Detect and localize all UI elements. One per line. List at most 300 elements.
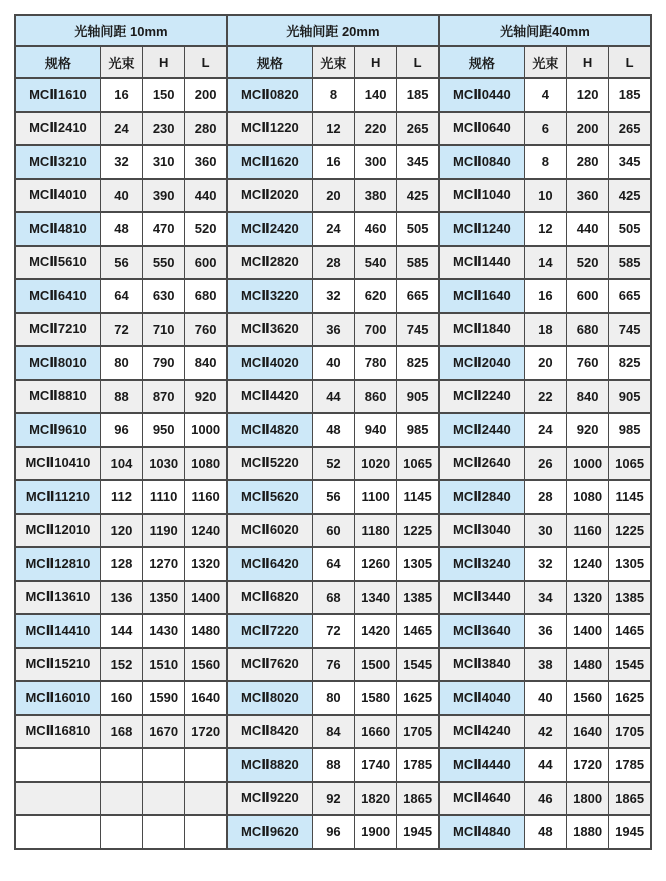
table-row — [15, 681, 651, 715]
table-row — [15, 480, 651, 514]
value-cell: 920 — [567, 413, 609, 447]
value-cell: 1145 — [397, 480, 439, 514]
spec-cell: MCⅡ9610 — [15, 413, 100, 447]
value-cell: 12 — [312, 112, 354, 146]
value-cell: 1385 — [397, 581, 439, 615]
value-cell: 585 — [609, 246, 651, 280]
group-title-10mm: 光轴间距 10mm — [15, 15, 227, 46]
column-header: H — [143, 46, 185, 78]
value-cell: 1500 — [355, 648, 397, 682]
value-cell: 28 — [312, 246, 354, 280]
value-cell: 88 — [312, 748, 354, 782]
table-body — [15, 78, 651, 849]
column-header: H — [355, 46, 397, 78]
table-row — [15, 547, 651, 581]
value-cell: 905 — [609, 380, 651, 414]
value-cell — [143, 748, 185, 782]
spec-cell: MCⅡ4020 — [227, 346, 312, 380]
value-cell: 870 — [143, 380, 185, 414]
value-cell: 46 — [524, 782, 566, 816]
value-cell: 1705 — [397, 715, 439, 749]
value-cell: 76 — [312, 648, 354, 682]
value-cell: 1340 — [355, 581, 397, 615]
value-cell: 120 — [100, 514, 142, 548]
column-header: L — [185, 46, 227, 78]
table-row — [15, 447, 651, 481]
value-cell: 1480 — [185, 614, 227, 648]
value-cell: 280 — [185, 112, 227, 146]
value-cell: 1670 — [143, 715, 185, 749]
spec-cell: MCⅡ5620 — [227, 480, 312, 514]
value-cell: 840 — [185, 346, 227, 380]
spec-cell: MCⅡ9220 — [227, 782, 312, 816]
value-cell: 56 — [100, 246, 142, 280]
spec-column-header: 规格 — [439, 46, 524, 78]
value-cell: 72 — [100, 313, 142, 347]
value-cell: 920 — [185, 380, 227, 414]
spec-cell: MCⅡ8010 — [15, 346, 100, 380]
value-cell: 36 — [312, 313, 354, 347]
table-row — [15, 413, 651, 447]
spec-cell — [15, 748, 100, 782]
table-row — [15, 279, 651, 313]
value-cell: 600 — [185, 246, 227, 280]
value-cell: 30 — [524, 514, 566, 548]
spec-cell: MCⅡ0840 — [439, 145, 524, 179]
value-cell: 200 — [185, 78, 227, 112]
value-cell: 1110 — [143, 480, 185, 514]
value-cell: 1660 — [355, 715, 397, 749]
value-cell: 440 — [567, 212, 609, 246]
spec-cell: MCⅡ10410 — [15, 447, 100, 481]
table-row — [15, 748, 651, 782]
spec-cell: MCⅡ4240 — [439, 715, 524, 749]
table-row — [15, 648, 651, 682]
spec-cell: MCⅡ8810 — [15, 380, 100, 414]
value-cell: 72 — [312, 614, 354, 648]
value-cell: 24 — [100, 112, 142, 146]
value-cell: 48 — [312, 413, 354, 447]
spec-cell: MCⅡ3840 — [439, 648, 524, 682]
value-cell: 520 — [185, 212, 227, 246]
value-cell: 1740 — [355, 748, 397, 782]
value-cell: 48 — [524, 815, 566, 849]
value-cell: 1100 — [355, 480, 397, 514]
value-cell: 1320 — [567, 581, 609, 615]
spec-cell: MCⅡ4840 — [439, 815, 524, 849]
value-cell: 88 — [100, 380, 142, 414]
value-cell: 825 — [609, 346, 651, 380]
spec-cell: MCⅡ16010 — [15, 681, 100, 715]
value-cell: 1400 — [567, 614, 609, 648]
value-cell: 152 — [100, 648, 142, 682]
spec-cell: MCⅡ12810 — [15, 547, 100, 581]
value-cell: 64 — [100, 279, 142, 313]
value-cell: 985 — [609, 413, 651, 447]
value-cell: 280 — [567, 145, 609, 179]
value-cell: 630 — [143, 279, 185, 313]
spec-cell — [15, 815, 100, 849]
value-cell: 1625 — [397, 681, 439, 715]
column-header: 光束 — [524, 46, 566, 78]
value-cell: 4 — [524, 78, 566, 112]
value-cell: 1720 — [185, 715, 227, 749]
value-cell: 345 — [609, 145, 651, 179]
spec-cell: MCⅡ2410 — [15, 112, 100, 146]
value-cell: 1720 — [567, 748, 609, 782]
spec-cell: MCⅡ1840 — [439, 313, 524, 347]
value-cell: 16 — [100, 78, 142, 112]
value-cell: 1945 — [397, 815, 439, 849]
value-cell: 1320 — [185, 547, 227, 581]
value-cell: 1640 — [567, 715, 609, 749]
spec-cell: MCⅡ2020 — [227, 179, 312, 213]
spec-cell: MCⅡ3040 — [439, 514, 524, 548]
value-cell — [185, 815, 227, 849]
value-cell: 680 — [567, 313, 609, 347]
value-cell: 1225 — [609, 514, 651, 548]
value-cell: 22 — [524, 380, 566, 414]
value-cell: 1480 — [567, 648, 609, 682]
table-row — [15, 715, 651, 749]
spec-cell: MCⅡ4820 — [227, 413, 312, 447]
value-cell: 300 — [355, 145, 397, 179]
value-cell: 700 — [355, 313, 397, 347]
value-cell: 1590 — [143, 681, 185, 715]
value-cell: 1190 — [143, 514, 185, 548]
table-row — [15, 179, 651, 213]
value-cell: 1305 — [609, 547, 651, 581]
value-cell: 1640 — [185, 681, 227, 715]
value-cell: 136 — [100, 581, 142, 615]
spec-cell: MCⅡ7210 — [15, 313, 100, 347]
value-cell: 1385 — [609, 581, 651, 615]
value-cell: 1625 — [609, 681, 651, 715]
value-cell: 18 — [524, 313, 566, 347]
value-cell: 20 — [312, 179, 354, 213]
spec-cell: MCⅡ1640 — [439, 279, 524, 313]
spec-cell: MCⅡ2040 — [439, 346, 524, 380]
value-cell: 14 — [524, 246, 566, 280]
value-cell: 1160 — [567, 514, 609, 548]
group-header-row — [15, 15, 651, 46]
value-cell: 96 — [312, 815, 354, 849]
value-cell: 168 — [100, 715, 142, 749]
value-cell — [100, 815, 142, 849]
column-header: 光束 — [100, 46, 142, 78]
value-cell: 8 — [524, 145, 566, 179]
spec-cell: MCⅡ16810 — [15, 715, 100, 749]
value-cell: 985 — [397, 413, 439, 447]
value-cell: 84 — [312, 715, 354, 749]
value-cell: 1260 — [355, 547, 397, 581]
value-cell: 80 — [312, 681, 354, 715]
value-cell: 950 — [143, 413, 185, 447]
table-row — [15, 313, 651, 347]
spec-cell: MCⅡ6020 — [227, 514, 312, 548]
value-cell: 1160 — [185, 480, 227, 514]
value-cell: 1465 — [609, 614, 651, 648]
column-header: L — [609, 46, 651, 78]
value-cell: 760 — [567, 346, 609, 380]
table-row — [15, 112, 651, 146]
spec-cell: MCⅡ1220 — [227, 112, 312, 146]
spec-cell: MCⅡ0640 — [439, 112, 524, 146]
value-cell: 1865 — [397, 782, 439, 816]
spec-cell: MCⅡ12010 — [15, 514, 100, 548]
optical-axis-spacing-spec-table — [14, 14, 652, 850]
value-cell: 1000 — [185, 413, 227, 447]
value-cell: 20 — [524, 346, 566, 380]
spec-cell: MCⅡ6420 — [227, 547, 312, 581]
value-cell: 360 — [567, 179, 609, 213]
value-cell: 265 — [397, 112, 439, 146]
value-cell: 200 — [567, 112, 609, 146]
spec-cell — [15, 782, 100, 816]
spec-cell: MCⅡ3210 — [15, 145, 100, 179]
value-cell: 425 — [397, 179, 439, 213]
value-cell: 68 — [312, 581, 354, 615]
value-cell: 1545 — [397, 648, 439, 682]
value-cell: 825 — [397, 346, 439, 380]
spec-column-header: 规格 — [227, 46, 312, 78]
spec-cell: MCⅡ1040 — [439, 179, 524, 213]
value-cell: 1820 — [355, 782, 397, 816]
spec-cell: MCⅡ9620 — [227, 815, 312, 849]
value-cell: 38 — [524, 648, 566, 682]
value-cell: 42 — [524, 715, 566, 749]
table-row — [15, 815, 651, 849]
spec-cell: MCⅡ6410 — [15, 279, 100, 313]
value-cell: 60 — [312, 514, 354, 548]
spec-cell: MCⅡ2840 — [439, 480, 524, 514]
value-cell: 16 — [524, 279, 566, 313]
value-cell: 940 — [355, 413, 397, 447]
value-cell: 1180 — [355, 514, 397, 548]
spec-cell: MCⅡ1440 — [439, 246, 524, 280]
value-cell — [185, 782, 227, 816]
spec-cell: MCⅡ7620 — [227, 648, 312, 682]
value-cell: 96 — [100, 413, 142, 447]
spec-cell: MCⅡ4010 — [15, 179, 100, 213]
value-cell: 1560 — [567, 681, 609, 715]
value-cell: 760 — [185, 313, 227, 347]
value-cell: 1065 — [609, 447, 651, 481]
value-cell: 1080 — [185, 447, 227, 481]
value-cell: 1420 — [355, 614, 397, 648]
column-header: L — [397, 46, 439, 78]
spec-cell: MCⅡ8420 — [227, 715, 312, 749]
value-cell: 745 — [397, 313, 439, 347]
value-cell: 48 — [100, 212, 142, 246]
value-cell: 16 — [312, 145, 354, 179]
spec-cell: MCⅡ6820 — [227, 581, 312, 615]
value-cell: 665 — [397, 279, 439, 313]
value-cell: 1865 — [609, 782, 651, 816]
spec-cell: MCⅡ2420 — [227, 212, 312, 246]
group-title-40mm: 光轴间距40mm — [439, 15, 651, 46]
value-cell: 1270 — [143, 547, 185, 581]
value-cell: 1080 — [567, 480, 609, 514]
value-cell: 840 — [567, 380, 609, 414]
value-cell: 1400 — [185, 581, 227, 615]
value-cell: 230 — [143, 112, 185, 146]
value-cell — [185, 748, 227, 782]
spec-cell: MCⅡ0440 — [439, 78, 524, 112]
value-cell: 6 — [524, 112, 566, 146]
value-cell: 505 — [609, 212, 651, 246]
value-cell: 1705 — [609, 715, 651, 749]
spec-cell: MCⅡ11210 — [15, 480, 100, 514]
value-cell: 1350 — [143, 581, 185, 615]
table-row — [15, 614, 651, 648]
value-cell: 1880 — [567, 815, 609, 849]
value-cell: 665 — [609, 279, 651, 313]
value-cell — [143, 782, 185, 816]
value-cell: 24 — [312, 212, 354, 246]
value-cell: 390 — [143, 179, 185, 213]
table-row — [15, 145, 651, 179]
value-cell: 1785 — [609, 748, 651, 782]
value-cell: 620 — [355, 279, 397, 313]
group-title-20mm: 光轴间距 20mm — [227, 15, 439, 46]
value-cell: 745 — [609, 313, 651, 347]
value-cell: 44 — [312, 380, 354, 414]
value-cell: 32 — [312, 279, 354, 313]
value-cell: 80 — [100, 346, 142, 380]
value-cell: 32 — [100, 145, 142, 179]
spec-cell: MCⅡ4040 — [439, 681, 524, 715]
spec-cell: MCⅡ5610 — [15, 246, 100, 280]
table-row — [15, 581, 651, 615]
value-cell: 185 — [397, 78, 439, 112]
value-cell: 40 — [524, 681, 566, 715]
spec-cell: MCⅡ4810 — [15, 212, 100, 246]
column-header-row — [15, 46, 651, 78]
table-row — [15, 514, 651, 548]
spec-cell: MCⅡ3620 — [227, 313, 312, 347]
value-cell: 585 — [397, 246, 439, 280]
value-cell — [100, 782, 142, 816]
value-cell: 128 — [100, 547, 142, 581]
value-cell: 265 — [609, 112, 651, 146]
value-cell: 1240 — [567, 547, 609, 581]
spec-cell: MCⅡ1620 — [227, 145, 312, 179]
value-cell: 220 — [355, 112, 397, 146]
value-cell: 34 — [524, 581, 566, 615]
spec-cell: MCⅡ2240 — [439, 380, 524, 414]
value-cell — [100, 748, 142, 782]
value-cell: 360 — [185, 145, 227, 179]
table-row — [15, 212, 651, 246]
value-cell: 1800 — [567, 782, 609, 816]
value-cell: 680 — [185, 279, 227, 313]
value-cell: 44 — [524, 748, 566, 782]
value-cell: 150 — [143, 78, 185, 112]
table-row — [15, 78, 651, 112]
value-cell: 540 — [355, 246, 397, 280]
value-cell: 425 — [609, 179, 651, 213]
spec-cell: MCⅡ2440 — [439, 413, 524, 447]
value-cell: 600 — [567, 279, 609, 313]
column-header: H — [567, 46, 609, 78]
value-cell: 520 — [567, 246, 609, 280]
value-cell: 1785 — [397, 748, 439, 782]
value-cell: 36 — [524, 614, 566, 648]
value-cell: 1000 — [567, 447, 609, 481]
spec-cell: MCⅡ2820 — [227, 246, 312, 280]
value-cell: 26 — [524, 447, 566, 481]
spec-cell: MCⅡ4420 — [227, 380, 312, 414]
value-cell: 1945 — [609, 815, 651, 849]
value-cell: 10 — [524, 179, 566, 213]
spec-cell: MCⅡ1240 — [439, 212, 524, 246]
value-cell: 460 — [355, 212, 397, 246]
spec-cell: MCⅡ3440 — [439, 581, 524, 615]
value-cell: 1465 — [397, 614, 439, 648]
value-cell: 1065 — [397, 447, 439, 481]
value-cell: 40 — [100, 179, 142, 213]
value-cell: 790 — [143, 346, 185, 380]
value-cell: 380 — [355, 179, 397, 213]
spec-cell: MCⅡ0820 — [227, 78, 312, 112]
spec-cell: MCⅡ3220 — [227, 279, 312, 313]
value-cell: 140 — [355, 78, 397, 112]
value-cell: 104 — [100, 447, 142, 481]
spec-cell: MCⅡ4640 — [439, 782, 524, 816]
value-cell: 28 — [524, 480, 566, 514]
spec-cell: MCⅡ8020 — [227, 681, 312, 715]
value-cell: 1145 — [609, 480, 651, 514]
value-cell: 1580 — [355, 681, 397, 715]
spec-cell: MCⅡ8820 — [227, 748, 312, 782]
value-cell: 780 — [355, 346, 397, 380]
value-cell: 144 — [100, 614, 142, 648]
value-cell: 56 — [312, 480, 354, 514]
value-cell — [143, 815, 185, 849]
spec-cell: MCⅡ5220 — [227, 447, 312, 481]
spec-cell: MCⅡ13610 — [15, 581, 100, 615]
value-cell: 505 — [397, 212, 439, 246]
table-row — [15, 782, 651, 816]
value-cell: 1510 — [143, 648, 185, 682]
value-cell: 1225 — [397, 514, 439, 548]
table-row — [15, 346, 651, 380]
value-cell: 1545 — [609, 648, 651, 682]
value-cell: 1030 — [143, 447, 185, 481]
value-cell: 52 — [312, 447, 354, 481]
value-cell: 470 — [143, 212, 185, 246]
value-cell: 1020 — [355, 447, 397, 481]
value-cell: 1430 — [143, 614, 185, 648]
value-cell: 1305 — [397, 547, 439, 581]
spec-cell: MCⅡ3640 — [439, 614, 524, 648]
spec-cell: MCⅡ7220 — [227, 614, 312, 648]
value-cell: 185 — [609, 78, 651, 112]
value-cell: 550 — [143, 246, 185, 280]
spec-cell: MCⅡ14410 — [15, 614, 100, 648]
value-cell: 32 — [524, 547, 566, 581]
value-cell: 1240 — [185, 514, 227, 548]
value-cell: 112 — [100, 480, 142, 514]
value-cell: 345 — [397, 145, 439, 179]
column-header: 光束 — [312, 46, 354, 78]
value-cell: 120 — [567, 78, 609, 112]
value-cell: 1900 — [355, 815, 397, 849]
value-cell: 310 — [143, 145, 185, 179]
spec-cell: MCⅡ1610 — [15, 78, 100, 112]
spec-column-header: 规格 — [15, 46, 100, 78]
